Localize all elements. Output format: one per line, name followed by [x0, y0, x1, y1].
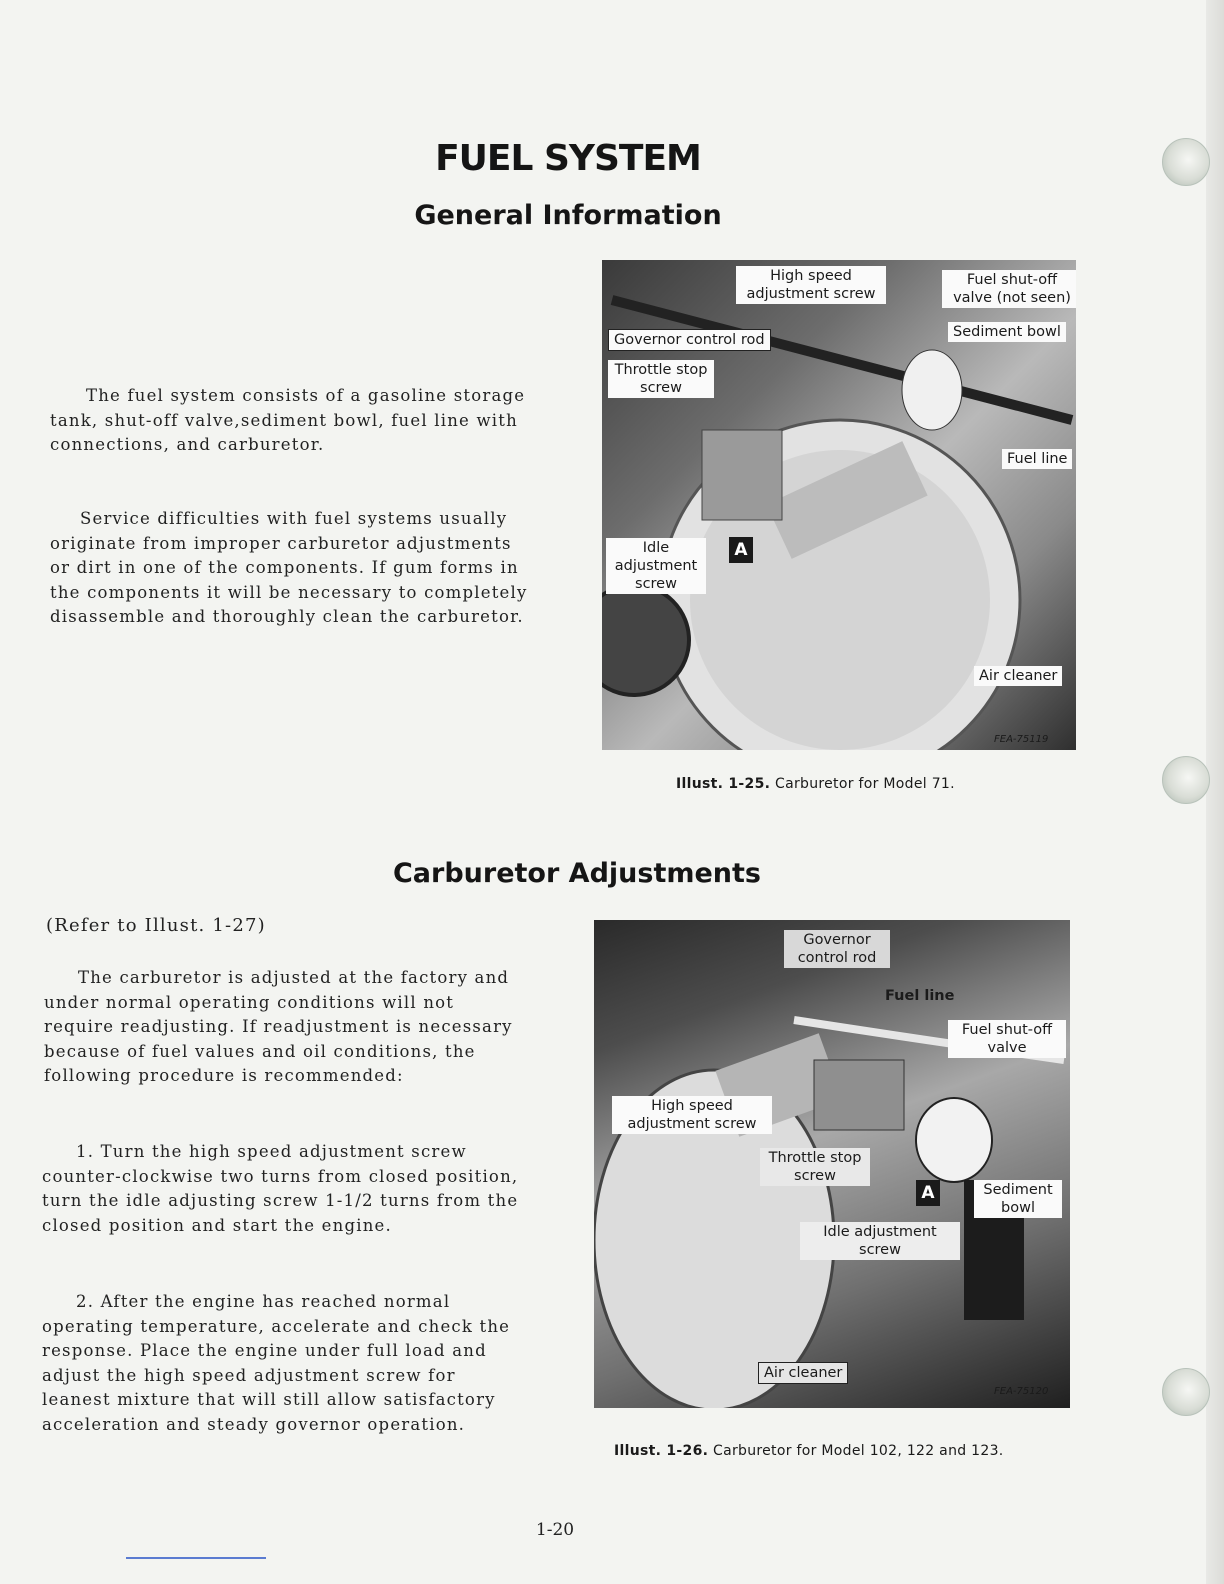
label-fuel-shutoff: Fuel shut-off valve (not seen) — [942, 270, 1076, 308]
refer-note: (Refer to Illust. 1-27) — [46, 915, 266, 936]
label-throttle-stop-2: Throttle stop screw — [760, 1148, 870, 1186]
section-title-carburetor: Carburetor Adjustments — [392, 858, 762, 889]
label-idle-screw-2: Idle adjustment screw — [800, 1222, 960, 1260]
label-idle-screw: Idle adjustment screw — [606, 538, 706, 594]
binder-hole-bottom — [1162, 1368, 1210, 1416]
binder-hole-middle — [1162, 756, 1210, 804]
page-edge — [1206, 0, 1224, 1584]
caption-illust-1-25 — [676, 776, 955, 792]
photo-2-reference: FEA-75120 — [994, 1386, 1049, 1397]
badge-a: A — [729, 537, 753, 563]
carburetor-paragraph-1: The carburetor is adjusted at the factory and under normal operating conditions will not require readjusting. If readjustment is necessary because of fuel values and oil conditions, the following procedure is recommended: — [44, 968, 513, 1086]
label-fuel-line: Fuel line — [1002, 449, 1072, 469]
carburetor-body — [702, 430, 782, 520]
photo-1-reference: FEA-75119 — [994, 734, 1049, 745]
label-sediment-bowl: Sediment bowl — [948, 322, 1066, 342]
photo-carburetor-model-71 — [602, 260, 1076, 750]
page-title: FUEL SYSTEM — [435, 138, 701, 179]
caption-2-text: Carburetor for Model 102, 122 and 123. — [713, 1443, 1004, 1459]
step-2: 2. After the engine has reached normal operating temperature, accelerate and check the response. Place the engine under full load and adjust the high speed adjustment screw for leanest mixture that will still allow satisfactory acceleration and steady governor operation. — [42, 1292, 511, 1434]
label-governor-rod: Governor control rod — [608, 329, 771, 351]
label-fuel-line-2: Fuel line — [885, 988, 955, 1004]
carburetor-body-2 — [814, 1060, 904, 1130]
caption-2-prefix: Illust. 1-26. — [614, 1443, 709, 1459]
label-sediment-bowl-2: Sediment bowl — [974, 1180, 1062, 1218]
page-number: 1-20 — [535, 1520, 575, 1540]
caption-1-prefix: Illust. 1-25. — [676, 776, 771, 792]
label-throttle-stop: Throttle stop screw — [608, 360, 714, 398]
section-title-general: General Information — [414, 200, 722, 231]
fan-grille — [602, 585, 689, 695]
binder-hole-top — [1162, 138, 1210, 186]
photo-carburetor-model-102 — [594, 920, 1070, 1408]
label-fuel-shutoff-2: Fuel shut-off valve — [948, 1020, 1066, 1058]
label-high-speed-screw: High speed adjustment screw — [736, 266, 886, 304]
label-high-speed-screw-2: High speed adjustment screw — [612, 1096, 772, 1134]
label-air-cleaner-2: Air cleaner — [758, 1362, 848, 1384]
caption-1-text: Carburetor for Model 71. — [775, 776, 955, 792]
general-paragraph-2: Service difficulties with fuel systems usually originate from improper carburetor adjustments or dirt in one of the components. If gum forms in the components it will be necessary to completely disassemble and thoroughly clean the carburetor. — [50, 509, 528, 627]
badge-a-2: A — [916, 1180, 940, 1206]
blue-mark — [126, 1557, 266, 1559]
general-paragraph-1: The fuel system consists of a gasoline storage tank, shut-off valve,sediment bowl, fuel line with connections, and carburetor. — [50, 386, 526, 455]
label-governor-rod-2: Governor control rod — [784, 930, 890, 968]
caption-illust-1-26 — [614, 1443, 1004, 1459]
sediment-bowl-shape — [902, 350, 962, 430]
sediment-bowl-shape-2 — [916, 1098, 992, 1182]
step-1: 1. Turn the high speed adjustment screw counter-clockwise two turns from closed position, turn the idle adjusting screw 1-1/2 turns from the closed position and start the engine. — [42, 1142, 519, 1235]
label-air-cleaner: Air cleaner — [974, 666, 1062, 686]
